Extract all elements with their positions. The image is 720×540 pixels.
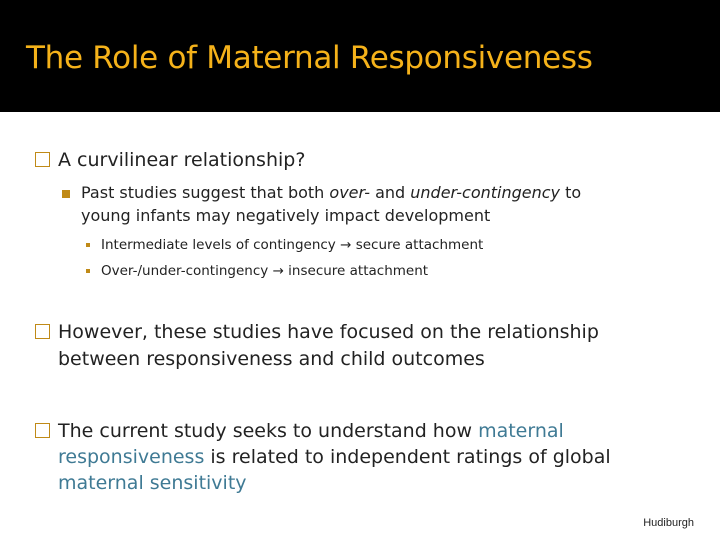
bullet-3-line-3 [58, 470, 247, 496]
footer-author: Hudiburgh [643, 517, 694, 529]
subsub-bullet-1-text: Intermediate levels of contingency [101, 237, 336, 253]
bullet-2-line-2: between responsiveness and child outcomes [58, 348, 485, 370]
sub-bullet-text-a: Past studies suggest that both [81, 183, 330, 202]
title-bar [0, 0, 720, 112]
slide-title: The Role of Maternal Responsiveness [26, 40, 593, 76]
small-square-bullet-icon [86, 269, 90, 273]
sub-bullet-line-2: young infants may negatively impact development [81, 206, 491, 225]
sub-bullet-text-c: to [560, 183, 582, 202]
bullet-box-icon [35, 423, 50, 438]
arrow-right-icon: → [340, 237, 352, 253]
subsub-bullet-1 [101, 236, 483, 254]
bullet-3-text-a: The current study seeks to understand how [58, 420, 479, 442]
sub-bullet-em-over: over- [329, 183, 370, 202]
bullet-3-highlight-responsiveness: responsiveness [58, 446, 205, 468]
sub-bullet-em-under: under-contingency [410, 183, 561, 202]
bullet-3-line-1 [58, 418, 564, 444]
bullet-3-text-b: is related to independent ratings of global [204, 446, 611, 468]
bullet-3-highlight-maternal: maternal [478, 420, 564, 442]
bullet-2-line-1: However, these studies have focused on the relationship [58, 321, 599, 343]
sub-bullet-line-1 [81, 182, 581, 204]
square-bullet-icon [62, 190, 70, 198]
arrow-right-icon: → [272, 263, 284, 279]
subsub-bullet-2-text: Over-/under-contingency [101, 263, 269, 279]
subsub-bullet-1-result: secure attachment [355, 237, 484, 253]
subsub-bullet-2 [101, 262, 428, 280]
bullet-3-line-2 [58, 444, 611, 470]
bullet-3-highlight-sensitivity: maternal sensitivity [58, 472, 247, 494]
subsub-bullet-2-result: insecure attachment [288, 263, 429, 279]
small-square-bullet-icon [86, 243, 90, 247]
sub-bullet-text-b: and [369, 183, 411, 202]
bullet-1-text: A curvilinear relationship? [58, 149, 306, 171]
bullet-box-icon [35, 324, 50, 339]
bullet-box-icon [35, 152, 50, 167]
